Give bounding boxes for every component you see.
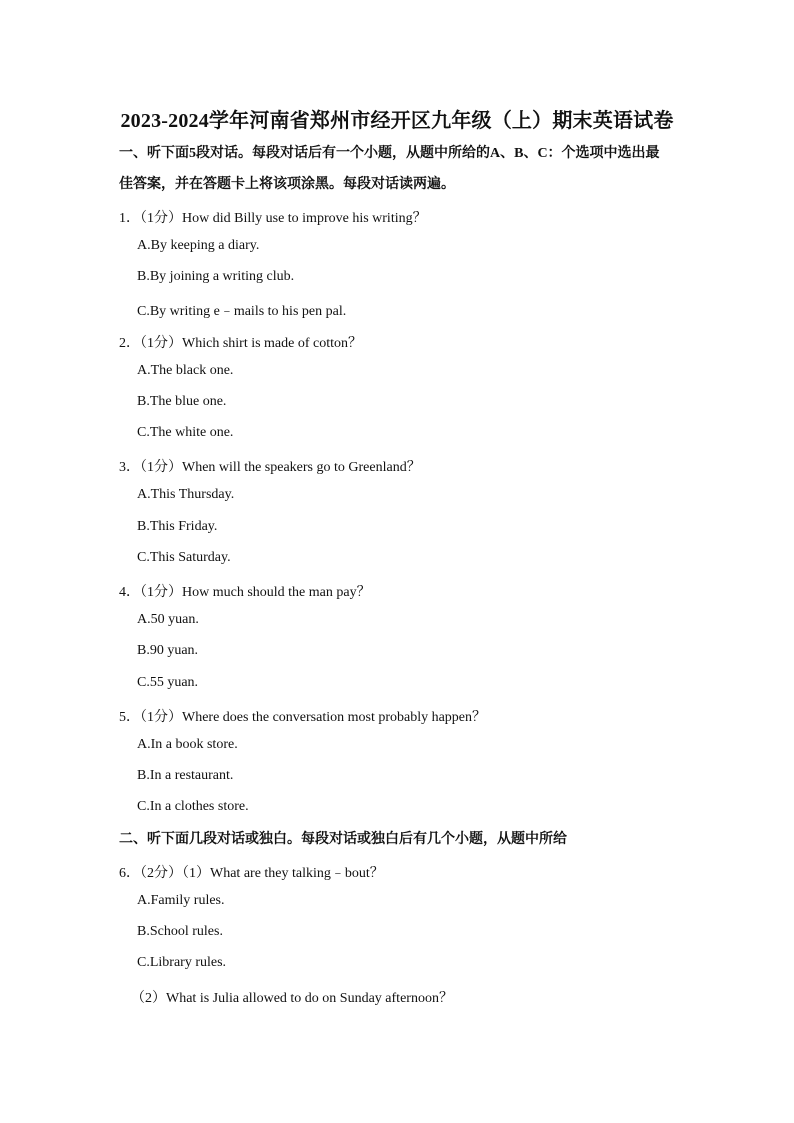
question-6-subquestion-2: （2）What is Julia allowed to do on Sunday afternoon？ [131,991,453,1006]
question-6-option-b: B.School rules. [137,924,223,939]
question-3-option-c: C.This Saturday. [137,550,231,565]
question-1-option-a: A.By keeping a diary. [137,238,260,253]
question-3-option-b: B.This Friday. [137,519,218,534]
question-1-option-b: B.By joining a writing club. [137,269,295,284]
page-title: 2023-2024学年河南省郑州市经开区九年级（上）期末英语试卷 [120,110,674,132]
question-2-option-b: B.The blue one. [137,394,227,409]
section-1-line-1: 一、听下面5段对话。每段对话后有一个小题，从题中所给的A、B、C：个选项中选出最 [119,146,660,161]
section-1-instructions [119,138,679,200]
question-5: 5．（1分）Where does the conversation most probably happen？ [119,710,487,725]
question-6-option-a: A.Family rules. [137,893,225,908]
question-2: 2．（1分）Which shirt is made of cotton？ [119,336,363,351]
question-6-option-c: C.Library rules. [137,955,227,970]
question-5-option-b: B.In a restaurant. [137,768,234,783]
question-2-option-a: A.The black one. [137,363,234,378]
question-1: 1．（1分）How did Billy use to improve his writing？ [119,211,427,226]
question-5-option-a: A.In a book store. [137,737,238,752]
question-6: 6．（2分）（1）What are they talking﹣bout？ [119,866,384,881]
section-1-line-2: 佳答案，并在答题卡上将该项涂黑。每段对话读两遍。 [119,177,455,192]
question-3-option-a: A.This Thursday. [137,487,235,502]
question-2-option-c: C.The white one. [137,425,234,440]
question-4: 4．（1分）How much should the man pay？ [119,585,371,600]
question-3: 3．（1分）When will the speakers go to Greenland？ [119,460,421,475]
question-1-option-c: C.By writing e﹣mails to his pen pal. [137,304,347,319]
question-4-option-b: B.90 yuan. [137,643,199,658]
question-4-option-a: A.50 yuan. [137,612,199,627]
section-2-instructions: 二、听下面几段对话或独白。每段对话或独白后有几个小题，从题中所给 [119,832,567,847]
question-5-option-c: C.In a clothes store. [137,799,249,814]
question-4-option-c: C.55 yuan. [137,675,199,690]
